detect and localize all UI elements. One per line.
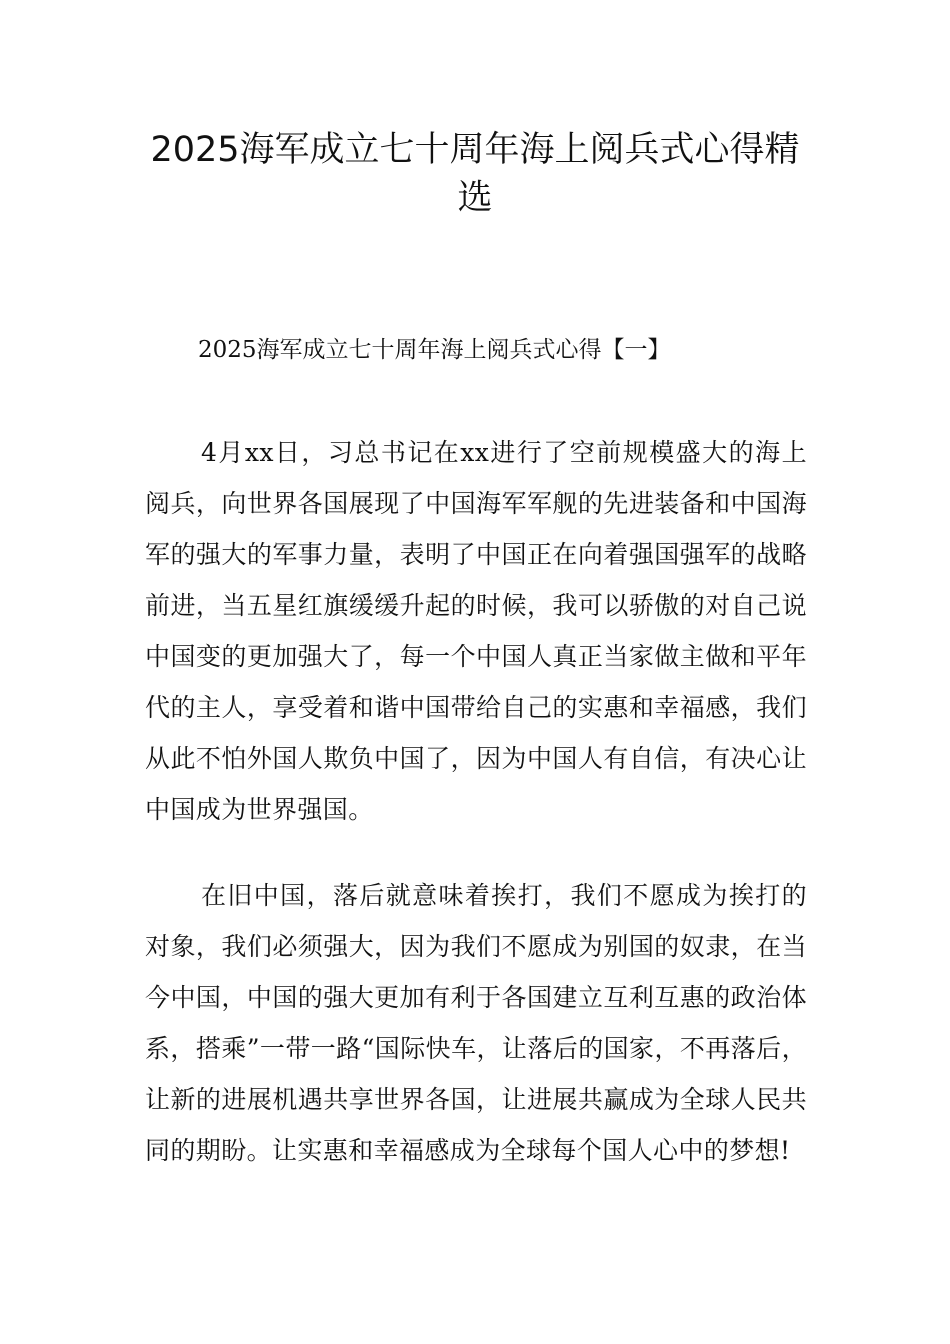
paragraph-1: 4月xx日，习总书记在xx进行了空前规模盛大的海上阅兵，向世界各国展现了中国海军军舰的先进装备和中国海军的强大的军事力量，表明了中国正在向着强国强军的战略前进，当五星红旗缓缓升起的时候，我可以骄傲的对自己说中国变的更加强大了，每一个中国人真正当家做主做和平年代的主人，享受着和谐中国带给自己的实惠和幸福感，我们从此不怕外国人欺负中国了，因为中国人有自信，有决心让中国成为世界强国。 bbox=[145, 438, 807, 824]
section-heading: 2025海军成立七十周年海上阅兵式心得【一】 bbox=[198, 337, 671, 363]
document-title: 2025海军成立七十周年海上阅兵式心得精选 bbox=[150, 130, 800, 218]
paragraph-2: 在旧中国，落后就意味着挨打，我们不愿成为挨打的对象，我们必须强大，因为我们不愿成为别国的奴隶，在当今中国，中国的强大更加有利于各国建立互利互惠的政治体系，搭乘”一带一路“国际快车，让落后的国家，不再落后，让新的进展机遇共享世界各国，让进展共赢成为全球人民共同的期盼。让实惠和幸福感成为全球每个国人心中的梦想! bbox=[145, 881, 807, 1165]
